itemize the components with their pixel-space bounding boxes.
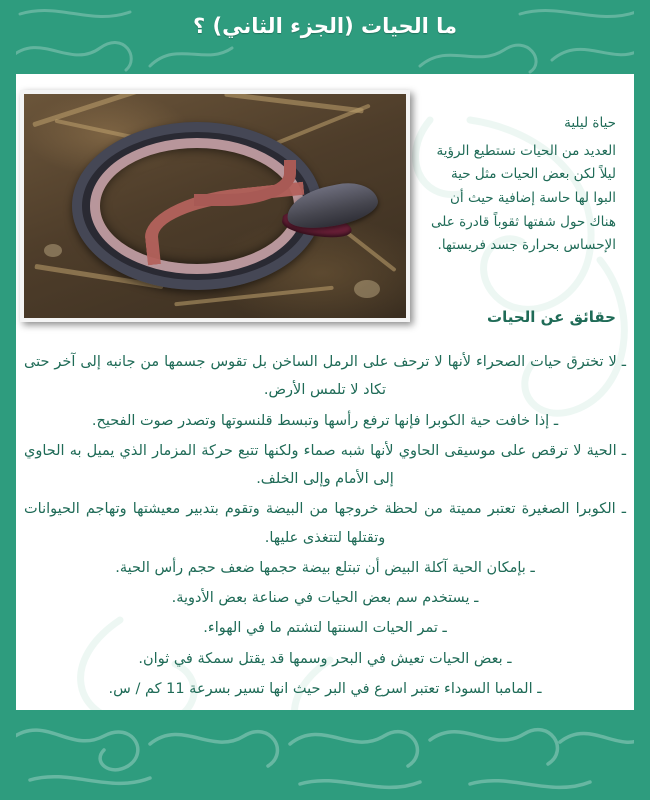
page-border-bottom [0,710,650,800]
intro-text-block [426,112,616,258]
list-item: ـ بعض الحيات تعيش في البحر وسمها قد يقتل سمكة في ثوان. [138,650,512,667]
list-item: ـ تمر الحيات السنتها لتشتم ما في الهواء. [203,620,447,637]
list-item: ـ الكوبرا الصغيرة تعتبر مميتة من لحظة خروجها من البيضة وتقوم بتدبير معيشتها وتهاجم الحيوانات وتقتلها لتتغذى عليها. [24,501,626,546]
facts-list [24,348,626,705]
intro-body: العديد من الحيات نستطيع الرؤية ليلاً لكن بعض الحيات مثل حية البوا لها حاسة إضافية حيث أن هناك حول شفتها ثقوباً قادرة على الإحساس بحرارة جسد فريستها. [431,142,616,254]
list-item: ـ لا تخترق حيات الصحراء لأنها لا ترحف على الرمل الساخن بل تقوس جسمها من جانبه إلى آخر حتى تكاد لا تلمس الأرض. [24,354,626,399]
intro-heading: حياة ليلية [564,115,616,131]
snake-photo [20,90,410,322]
facts-section-heading: حقائق عن الحيات [487,308,616,326]
list-item: ـ إذا خافت حية الكوبرا فإنها ترفع رأسها وتبسط قلنسوتها وتصدر صوت الفحيح. [91,412,559,429]
list-item: ـ يستخدم سم بعض الحيات في صناعة بعض الأدوية. [171,590,479,607]
list-item: ـ المامبا السوداء تعتبر اسرع في البر حيث انها تسير بسرعة 11 كم / س. [108,680,542,697]
page-border-right [634,0,650,800]
border-bottom-ornament [0,710,650,800]
list-item: ـ بإمكان الحية آكلة البيض أن تبتلع بيضة حجمها ضعف حجم رأس الحية. [115,559,535,576]
page-border-left [0,0,16,800]
photo-image [24,94,406,318]
list-item: ـ الحية لا ترقص على موسيقى الحاوي لأنها شبه صماء ولكنها تتبع حركة المزمار الذي يميل به الحاوي إلى الأمام وإلى الخلف. [24,442,626,488]
page-title: ما الحيات (الجزء الثاني) ؟ [193,14,457,38]
